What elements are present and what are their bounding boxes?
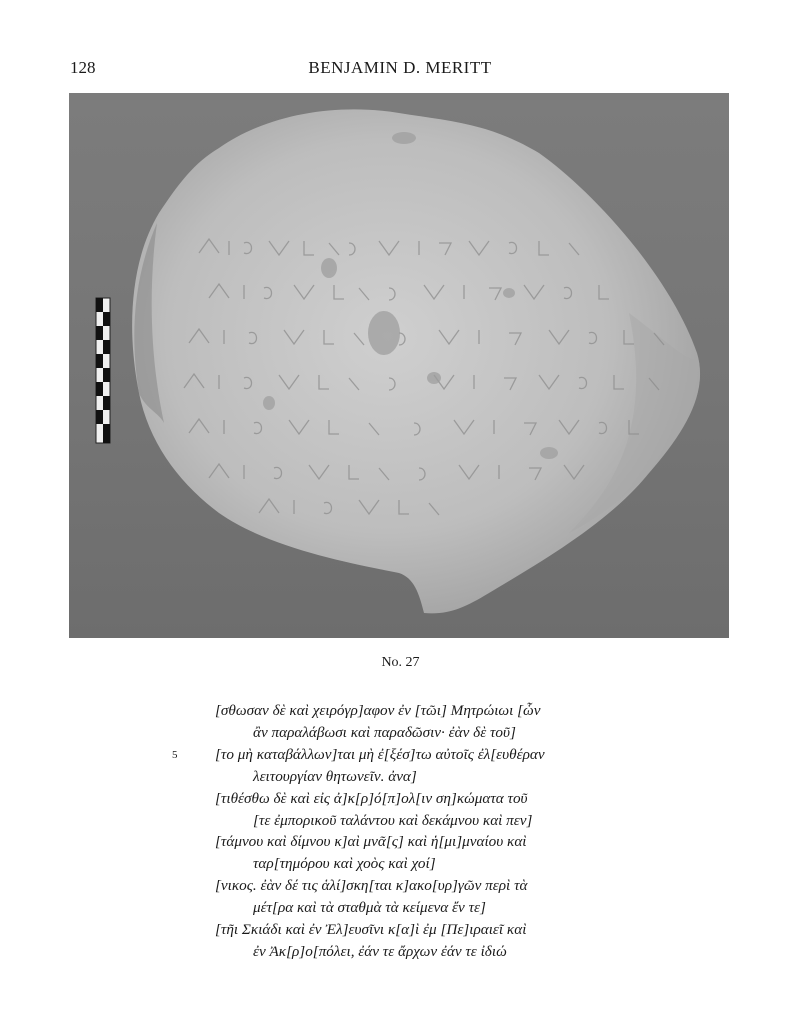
stone-fragment-image [69, 93, 729, 638]
figure-caption: No. 27 [381, 655, 420, 670]
inscription-line: [τε ἐμπορικοῦ ταλάντου καὶ δεκάμνου καὶ πεν] [253, 812, 533, 829]
running-head: BENJAMIN D. MERITT [308, 58, 492, 77]
inscription-photo [69, 93, 729, 638]
scale-bar [96, 298, 110, 443]
inscription-line: μέτ[ρα καὶ τὰ σταθμὰ τὰ κείμενα ἔν τε] [253, 899, 486, 916]
inscription-line: [νικος. ἐὰν δέ τις ἁλί]σκη[ται κ]ακο[υρ]γῶν περὶ τὰ [215, 877, 528, 894]
page-number: 128 [70, 58, 96, 77]
inscription-line: [τῆι Σκιάδι καὶ ἐν Ἐλ]ευσῖνι κ[α]ὶ ἐμ [Πε]ιραιεῖ καὶ [215, 921, 527, 938]
inscription-line: ἂν παραλάβωσι καὶ παραδῶσιν· ἐὰν δὲ τοῦ] [253, 724, 516, 741]
inscription-line: ἐν Ἀκ[ρ]ο[πόλει, ἐάν τε ἄρχων ἐάν τε ἰδιώ [253, 943, 507, 960]
inscription-line: [το μὴ καταβάλλων]ται μὴ ἐ[ξέσ]τω αὐτοῖς ἐλ[ευθέραν [215, 746, 545, 763]
line-number: 5 [172, 749, 178, 761]
inscription-line: [τιθέσθω δὲ καὶ εἰς ἀ]κ[ρ]ό[π]ολ[ιν ση]κώματα τοῦ [215, 790, 528, 807]
stone-fragment [132, 109, 700, 613]
inscription-line: [τάμνου καὶ δίμνου κ]αὶ μνᾶ[ς] καὶ ἡ[μι]μναίου καὶ [215, 833, 527, 850]
inscription-line: ταρ[τημόρου καὶ χοὸς καὶ χοί] [253, 855, 436, 872]
page-header [70, 58, 730, 80]
inscription-line: λειτουργίαν θητωνεῖν. ἀνα] [253, 768, 417, 785]
inscription-line: [σθωσαν δὲ καὶ χειρόγρ]αφον ἐν [τῶι] Μητρώιωι [ὧν [215, 702, 541, 719]
